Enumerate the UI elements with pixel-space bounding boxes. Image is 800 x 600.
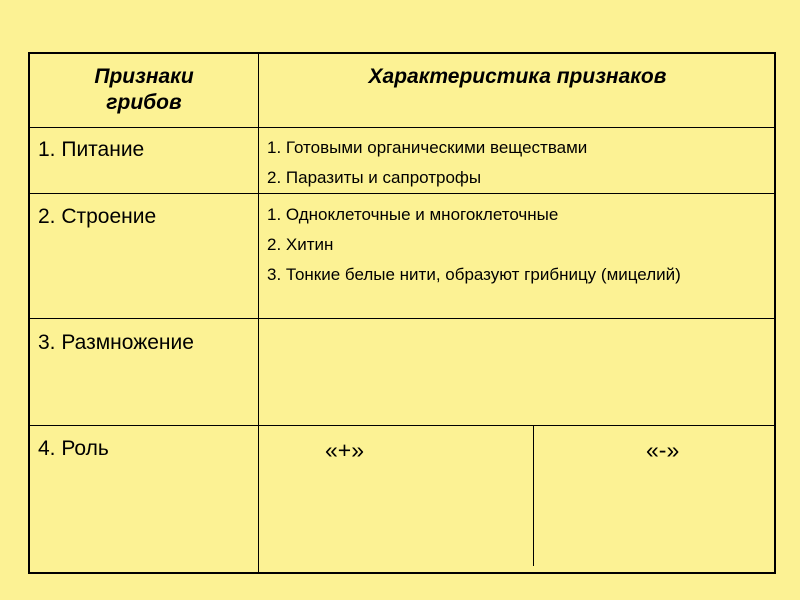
role-negative-header: «-» (646, 437, 680, 463)
description-line: 2. Хитин (267, 235, 334, 254)
row-nutrition-description (259, 133, 776, 201)
header-features-line1: Признаки (94, 65, 194, 88)
role-positive-header: «+» (325, 437, 365, 463)
column-divider (258, 54, 259, 574)
row-structure-description (259, 200, 776, 298)
description-line: 2. Паразиты и сапротрофы (267, 168, 482, 187)
header-characteristics: Характеристика признаков (368, 65, 667, 88)
row-role-name: 4. Роль (38, 437, 109, 460)
row-divider (30, 425, 774, 426)
description-line: 1. Одноклеточные и многоклеточные (267, 205, 559, 224)
header-features (30, 60, 258, 120)
description-line: 3. Тонкие белые нити, образуют грибницу (мицелий) (267, 265, 681, 284)
header-features-line2: грибов (106, 91, 182, 114)
row-structure-name: 2. Строение (38, 205, 157, 228)
row-nutrition-name: 1. Питание (38, 138, 145, 161)
row-divider (30, 127, 774, 128)
row-reproduction-name: 3. Размножение (38, 331, 194, 354)
row-divider (30, 318, 774, 319)
description-line: 1. Готовыми органическими веществами (267, 138, 588, 157)
fungi-characteristics-table (28, 52, 776, 574)
